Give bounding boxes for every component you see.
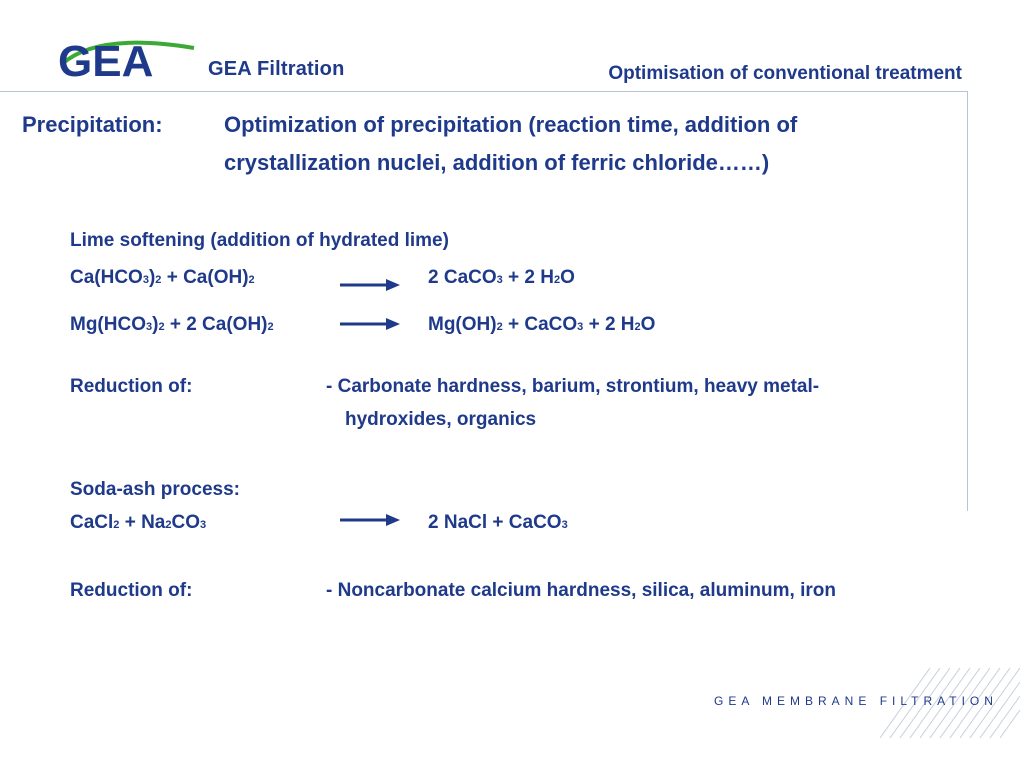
lime-heading: Lime softening (addition of hydrated lime) — [70, 230, 449, 251]
arrow-right-icon — [340, 513, 400, 527]
logo-text: GEA — [58, 37, 154, 82]
precipitation-text-line2: crystallization nuclei, addition of ferric chloride……) — [224, 150, 770, 175]
lime-reduction-label: Reduction of: — [70, 376, 193, 397]
gea-logo — [58, 34, 198, 82]
lime-reduction-line2: hydroxides, organics — [345, 409, 537, 430]
footer-text: GEA MEMBRANE FILTRATION — [714, 694, 998, 708]
reaction1-rhs: 2 CaCO3 + 2 H2O — [428, 267, 575, 288]
reaction1-lhs: Ca(HCO3)2 + Ca(OH)2 — [70, 267, 255, 288]
page-title: Optimisation of conventional treatment — [608, 63, 962, 84]
soda-reaction-lhs: CaCl2 + Na2CO3 — [70, 512, 207, 533]
reaction2-lhs: Mg(HCO3)2 + 2 Ca(OH)2 — [70, 314, 274, 335]
header-rule — [0, 91, 968, 92]
soda-reduction-line1: - Noncarbonate calcium hardness, silica, aluminum, iron — [326, 580, 836, 601]
precipitation-text-line1: Optimization of precipitation (reaction time, addition of — [224, 112, 798, 137]
precipitation-label: Precipitation: — [22, 112, 163, 137]
arrow-right-icon — [340, 317, 400, 331]
side-rule — [967, 91, 968, 511]
soda-reaction-rhs: 2 NaCl + CaCO3 — [428, 512, 568, 533]
lime-reduction-line1: - Carbonate hardness, barium, strontium, heavy metal- — [326, 376, 820, 397]
soda-reduction-label: Reduction of: — [70, 580, 193, 601]
arrow-right-icon — [340, 278, 400, 292]
brand-name: GEA Filtration — [208, 58, 345, 80]
soda-heading: Soda-ash process: — [70, 479, 240, 500]
reaction2-rhs: Mg(OH)2 + CaCO3 + 2 H2O — [428, 314, 656, 335]
